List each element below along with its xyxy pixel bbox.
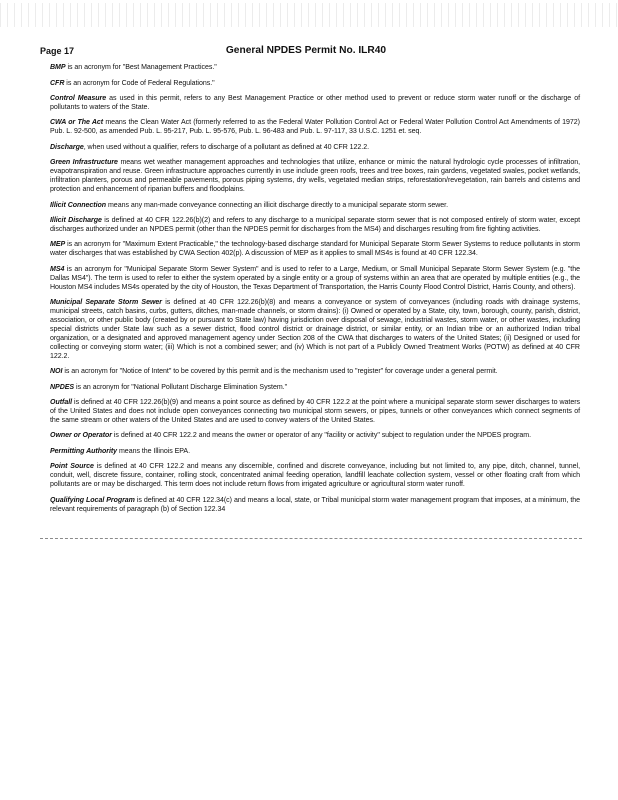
- scan-artifact: [0, 3, 618, 27]
- definition-control-measure: Control Measure as used in this permit, refers to any Best Management Practice or other method used to prevent or reduce storm water runoff or the discharge of pollutants to waters of the State.: [50, 95, 580, 111]
- definition-cfr: CFR is an acronym for Code of Federal Regulations.": [50, 79, 215, 87]
- definition-municipal-separate-storm-sewer: Municipal Separate Storm Sewer is defined at 40 CFR 122.26(b)(8) and means a conveyance or system of conveyances (including roads with drainage systems, municipal streets, catch basins, curbs, gutters, ditches, man-made channels, or storm drains): (i) Owned or operated by a State, city, town, borough, county, parish, district, association, or other public body (created by or pursuant to State law) having jurisdiction over disposal of sewage, industrial wastes, storm water, or other wastes, including special districts under State law such as a sewer district, flood control district or drainage district, or similar entity, or an Indian tribe or an authorized Indian tribal organization, or a designated and approved management agency under Section 208 of the CWA that discharges to waters of the United States; (ii) Designed or used for collecting or conveying storm water; (iii) Which is not a combined sewer; and (iv) Which is not part of a Publicly Owned Treatment Works (POTW) as defined at 40 CFR 122.2.: [50, 299, 580, 360]
- definition-outfall: Outfall is defined at 40 CFR 122.26(b)(9) and means a point source as defined by 40 CFR 122.2 at the point where a municipal separate storm sewer discharges to waters of the United States and does not include open conveyances connecting two municipal storm sewers, or pipes, tunnels or other conveyances which connect segments of the same stream or other waters of the United States and are used to convey waters of the United States.: [50, 399, 580, 424]
- page-header: [40, 45, 572, 59]
- definition-illicit-discharge: Illicit Discharge is defined at 40 CFR 122.26(b)(2) and refers to any discharge to a municipal separate storm sewer that is not composed entirely of storm water, except discharges authorized under an NPDES permit (other than the NPDES permit for discharges from the MS4) and discharges resulting from fire fighting activities.: [50, 217, 580, 233]
- definition-discharge: Discharge, when used without a qualifier, refers to discharge of a pollutant as defined at 40 CFR 122.2.: [50, 143, 370, 151]
- definition-mep: MEP is an acronym for "Maximum Extent Practicable," the technology-based discharge standard for Municipal Separate Storm Sewer Systems to reduce pollutants in storm water discharges that was established by CWA Section 402(p). A discussion of MEP as it applies to small MS4s is found at 40 CFR 122.34.: [50, 241, 580, 258]
- definition-qualifying-local-program: Qualifying Local Program is defined at 40 CFR 122.34(c) and means a local, state, or Tribal municipal storm water management program that imposes, at a minimum, the relevant requirements of paragraph (b) of Section 122.34: [50, 496, 580, 513]
- definition-ms4: MS4 is an acronym for "Municipal Separate Storm Sewer System" and is used to refer to a Large, Medium, or Small Municipal Separate Storm Sewer System (e.g. "the Dallas MS4"). The term is used to refer to either the system operated by a single entity or a group of systems within an area that are operated by multiple entities (e.g., the Houston MS4 includes MS4s operated by the city of Houston, the Texas Department of Transportation, the Harris County Flood Control District, Harris County, and others).: [50, 265, 580, 291]
- definition-noi: NOI is an acronym for "Notice of Intent" to be covered by this permit and is the mechanism used to "register" for coverage under a general permit.: [50, 368, 498, 376]
- definition-point-source: Point Source is defined at 40 CFR 122.2 and means any discernible, confined and discrete conveyance, including but not limited to, any pipe, ditch, channel, tunnel, conduit, well, discrete fissure, container, rolling stock, concentrated animal feeding operation, landfill leachate collection system, vessel or other floating craft from which pollutants are or may be discharged. This term does not include return flows from irrigated agriculture or agricultural storm water runoff.: [50, 463, 580, 489]
- definition-bmp: BMP is an acronym for "Best Management Practices.": [50, 64, 217, 71]
- document-title: General NPDES Permit No. ILR40: [225, 45, 387, 56]
- page-number: Page 17: [40, 46, 75, 56]
- definitions-list: [50, 64, 580, 521]
- definition-illicit-connection: Illicit Connection means any man-made conveyance connecting an illicit discharge directly to a municipal separate storm sewer.: [50, 201, 448, 209]
- definition-owner-or-operator: Owner or Operator is defined at 40 CFR 122.2 and means the owner or operator of any "facility or activity" subject to regulation under the NPDES program.: [50, 432, 532, 440]
- definition-green-infrastructure: Green Infrastructure means wet weather management approaches and technologies that utilize, enhance or mimic the natural hydrologic cycle processes of infiltration, evapotranspiration and reuse. Green infrastructure approaches currently in use include green roofs, trees and tree boxes, rain gardens, vegetated swales, pocket wetlands, infiltration planters, porous and permeable pavements, porous piping systems, dry wells, vegetated median strips, reforestation/revegetation, rain barrels and cisterns and protection and enhancement of riparian buffers and floodplains.: [50, 159, 580, 194]
- definition-cwa: CWA or The Act means the Clean Water Act (formerly referred to as the Federal Water Pollution Control Act or Federal Water Pollution Control Act Amendments of 1972) Pub. L. 92-500, as amended Pub. L. 95-217, Pub. L. 95-576, Pub. L. 96-483 and Pub. L. 97-117, 33 U.S.C. 1251 et. seq.: [50, 119, 580, 136]
- definition-npdes: NPDES is an acronym for "National Pollutant Discharge Elimination System.": [50, 383, 288, 391]
- definition-permitting-authority: Permitting Authority means the Illinois EPA.: [50, 447, 190, 455]
- scan-fold-line: [40, 538, 582, 539]
